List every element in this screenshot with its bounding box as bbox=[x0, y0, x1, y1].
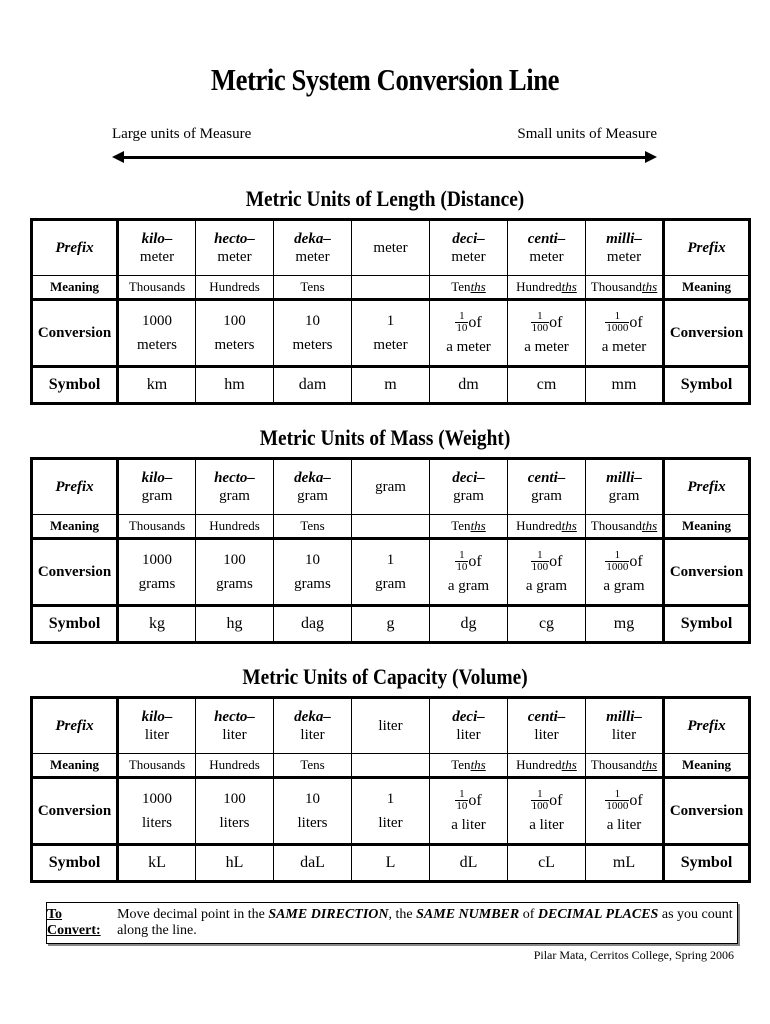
meaning-cell bbox=[508, 754, 586, 778]
symbol-cell: dag bbox=[274, 606, 352, 643]
fraction-cell bbox=[586, 778, 664, 845]
meaning-cell bbox=[586, 276, 664, 300]
prefix-name: centi– bbox=[527, 709, 566, 725]
symbol-cell: cg bbox=[508, 606, 586, 643]
meaning-word: Thousand bbox=[590, 518, 643, 534]
prefix-name: milli– bbox=[606, 709, 642, 725]
prefix-cell bbox=[274, 220, 352, 276]
meaning-label-right: Meaning bbox=[664, 515, 750, 539]
fraction-of: of bbox=[468, 313, 482, 331]
prefix-name: kilo– bbox=[141, 231, 173, 247]
meaning-cell bbox=[430, 515, 508, 539]
prefix-name: deka– bbox=[294, 470, 331, 486]
prefix-label: Prefix bbox=[32, 698, 118, 754]
fraction-numerator: 1 bbox=[531, 311, 550, 323]
fraction-cell bbox=[508, 539, 586, 606]
meaning-ths: ths bbox=[470, 518, 486, 534]
conversion-label-right: Conversion bbox=[664, 539, 750, 606]
fraction-line bbox=[586, 789, 662, 812]
meaning-cell bbox=[352, 515, 430, 539]
symbol-cell: L bbox=[352, 845, 430, 882]
meaning-word: Ten bbox=[451, 757, 471, 773]
meaning-ths: ths bbox=[642, 279, 658, 295]
conversion-value: 1 bbox=[386, 552, 395, 568]
conversion-unit: meters bbox=[214, 337, 255, 353]
fraction-line bbox=[430, 550, 507, 573]
symbol-cell: g bbox=[352, 606, 430, 643]
fraction-unit: a liter bbox=[451, 816, 486, 833]
fraction-of: of bbox=[629, 313, 643, 331]
prefix-unit: gram bbox=[453, 488, 484, 504]
conversion-label: Conversion bbox=[32, 778, 118, 845]
fraction-numerator: 1 bbox=[455, 789, 468, 801]
fraction-denominator: 10 bbox=[456, 560, 468, 573]
meaning-cell: Hundreds bbox=[196, 754, 274, 778]
fraction-cell bbox=[586, 300, 664, 367]
meaning-cell: Thousands bbox=[118, 754, 196, 778]
meaning-ths: ths bbox=[561, 279, 577, 295]
fraction-of: of bbox=[549, 313, 563, 331]
scale-left-label: Large units of Measure bbox=[112, 126, 252, 142]
prefix-name: deci– bbox=[452, 470, 485, 486]
prefix-row bbox=[32, 698, 750, 754]
conversion-cell bbox=[274, 778, 352, 845]
prefix-name: deka– bbox=[294, 231, 331, 247]
base-unit-cell: meter bbox=[352, 220, 430, 276]
fraction-numerator: 1 bbox=[455, 550, 468, 562]
conversion-unit: meters bbox=[292, 337, 333, 353]
meaning-cell bbox=[352, 276, 430, 300]
symbol-label: Symbol bbox=[32, 367, 118, 404]
fraction bbox=[531, 550, 550, 573]
prefix-unit: liter bbox=[534, 727, 559, 743]
symbol-label: Symbol bbox=[32, 606, 118, 643]
symbol-label-right: Symbol bbox=[664, 367, 750, 404]
fraction-unit: a meter bbox=[446, 338, 491, 355]
meaning-cell: Thousands bbox=[118, 515, 196, 539]
prefix-cell bbox=[508, 698, 586, 754]
prefix-unit: liter bbox=[222, 727, 247, 743]
fraction-line bbox=[586, 311, 662, 334]
fraction-cell bbox=[430, 539, 508, 606]
conversion-unit: grams bbox=[294, 576, 331, 592]
meaning-row bbox=[32, 276, 750, 300]
prefix-unit: meter bbox=[529, 249, 564, 265]
prefix-unit: liter bbox=[300, 727, 325, 743]
meaning-word: Thousand bbox=[590, 279, 643, 295]
fraction-denominator: 100 bbox=[531, 560, 549, 573]
fraction-of: of bbox=[468, 791, 482, 809]
prefix-cell bbox=[118, 220, 196, 276]
fraction-unit: a gram bbox=[525, 577, 568, 594]
base-unit-cell: liter bbox=[352, 698, 430, 754]
conversion-note bbox=[46, 902, 738, 944]
right-arrow-icon bbox=[645, 151, 657, 163]
symbol-cell: hL bbox=[196, 845, 274, 882]
prefix-unit: meter bbox=[451, 249, 486, 265]
conversion-value: 1000 bbox=[142, 552, 172, 568]
note-emphasis-places: DECIMAL PLACES bbox=[537, 907, 659, 922]
prefix-cell bbox=[430, 459, 508, 515]
symbol-cell: hg bbox=[196, 606, 274, 643]
prefix-cell bbox=[508, 220, 586, 276]
symbol-cell: mm bbox=[586, 367, 664, 404]
meaning-cell: Tens bbox=[274, 276, 352, 300]
section-title: Metric Units of Mass (Weight) bbox=[259, 425, 511, 450]
conversion-value: 1 bbox=[386, 313, 395, 329]
prefix-unit: gram bbox=[297, 488, 328, 504]
meaning-ths: ths bbox=[642, 757, 658, 773]
conversion-value: 1000 bbox=[142, 791, 172, 807]
prefix-name: deci– bbox=[452, 231, 485, 247]
prefix-unit: liter bbox=[144, 727, 170, 743]
fraction-line bbox=[508, 311, 585, 334]
prefix-cell bbox=[118, 459, 196, 515]
symbol-row bbox=[32, 367, 750, 404]
conversion-label-right: Conversion bbox=[664, 300, 750, 367]
meaning-word: Hundred bbox=[516, 279, 562, 295]
fraction-line bbox=[430, 789, 507, 812]
prefix-row bbox=[32, 220, 750, 276]
meaning-cell bbox=[508, 276, 586, 300]
fraction-numerator: 1 bbox=[455, 311, 468, 323]
meaning-cell: Tens bbox=[274, 754, 352, 778]
section-title: Metric Units of Capacity (Volume) bbox=[242, 664, 528, 689]
note-part1: Move decimal point in the bbox=[117, 907, 265, 922]
meaning-label: Meaning bbox=[32, 515, 118, 539]
symbol-cell: kg bbox=[118, 606, 196, 643]
fraction bbox=[605, 789, 629, 812]
conversion-row bbox=[32, 778, 750, 845]
fraction-unit: a meter bbox=[524, 338, 569, 355]
symbol-cell: km bbox=[118, 367, 196, 404]
fraction-of: of bbox=[549, 791, 563, 809]
prefix-name: centi– bbox=[527, 470, 566, 486]
fraction-numerator: 1 bbox=[531, 789, 550, 801]
meaning-cell: Hundreds bbox=[196, 276, 274, 300]
fraction-denominator: 10 bbox=[456, 321, 468, 334]
symbol-cell: kL bbox=[118, 845, 196, 882]
meaning-ths: ths bbox=[470, 279, 486, 295]
meaning-word: Ten bbox=[451, 518, 471, 534]
prefix-name: hecto– bbox=[214, 231, 255, 247]
meaning-label: Meaning bbox=[32, 754, 118, 778]
prefix-unit: gram bbox=[531, 488, 562, 504]
prefix-cell bbox=[118, 698, 196, 754]
meaning-row bbox=[32, 515, 750, 539]
fraction-of: of bbox=[549, 552, 563, 570]
meaning-cell bbox=[430, 276, 508, 300]
prefix-name: milli– bbox=[606, 231, 642, 247]
conversion-cell bbox=[196, 539, 274, 606]
prefix-cell bbox=[586, 459, 664, 515]
symbol-row bbox=[32, 845, 750, 882]
conversion-cell bbox=[274, 300, 352, 367]
meaning-cell: Thousands bbox=[118, 276, 196, 300]
meaning-ths: ths bbox=[642, 518, 658, 534]
prefix-name: deci– bbox=[452, 709, 485, 725]
conversion-cell bbox=[118, 778, 196, 845]
prefix-label: Prefix bbox=[32, 459, 118, 515]
conversion-unit: liters bbox=[219, 815, 250, 831]
conversion-label-right: Conversion bbox=[664, 778, 750, 845]
fraction-cell bbox=[586, 539, 664, 606]
fraction-line bbox=[508, 789, 585, 812]
fraction bbox=[531, 311, 550, 334]
prefix-cell bbox=[274, 459, 352, 515]
fraction bbox=[455, 311, 468, 334]
conversion-value: 10 bbox=[305, 791, 320, 807]
double-arrow-line bbox=[120, 156, 649, 159]
conversion-cell bbox=[352, 778, 430, 845]
conversion-unit: gram bbox=[375, 576, 406, 592]
conversion-cell bbox=[196, 778, 274, 845]
fraction bbox=[455, 550, 468, 573]
prefix-name: milli– bbox=[606, 470, 642, 486]
prefix-cell bbox=[430, 220, 508, 276]
conversion-table bbox=[30, 457, 751, 644]
base-unit-cell: gram bbox=[352, 459, 430, 515]
prefix-label-right: Prefix bbox=[664, 459, 750, 515]
symbol-cell: dL bbox=[430, 845, 508, 882]
prefix-unit: meter bbox=[217, 249, 252, 265]
fraction-cell bbox=[508, 778, 586, 845]
fraction-denominator: 100 bbox=[531, 799, 549, 812]
symbol-cell: cm bbox=[508, 367, 586, 404]
fraction-denominator: 1000 bbox=[606, 560, 629, 573]
fraction-unit: a liter bbox=[529, 816, 564, 833]
prefix-cell bbox=[196, 459, 274, 515]
note-part2: , the bbox=[388, 907, 413, 922]
symbol-cell: mL bbox=[586, 845, 664, 882]
fraction-numerator: 1 bbox=[605, 789, 629, 801]
fraction bbox=[605, 311, 629, 334]
prefix-unit: gram bbox=[608, 488, 640, 504]
prefix-cell bbox=[586, 698, 664, 754]
conversion-unit: liter bbox=[378, 815, 403, 831]
symbol-cell: dm bbox=[430, 367, 508, 404]
fraction-cell bbox=[508, 300, 586, 367]
note-label: To Convert: bbox=[47, 907, 101, 938]
conversion-value: 10 bbox=[305, 552, 320, 568]
fraction-line bbox=[586, 550, 662, 573]
meaning-ths: ths bbox=[470, 757, 486, 773]
conversion-cell bbox=[274, 539, 352, 606]
scale-right-label: Small units of Measure bbox=[517, 126, 657, 142]
conversion-unit: grams bbox=[216, 576, 253, 592]
conversion-value: 1000 bbox=[142, 313, 172, 329]
symbol-cell: hm bbox=[196, 367, 274, 404]
prefix-unit: meter bbox=[295, 249, 330, 265]
fraction-unit: a gram bbox=[603, 577, 645, 594]
fraction-denominator: 1000 bbox=[606, 799, 629, 812]
prefix-cell bbox=[274, 698, 352, 754]
prefix-name: kilo– bbox=[141, 709, 173, 725]
section-title: Metric Units of Length (Distance) bbox=[245, 186, 525, 211]
prefix-name: hecto– bbox=[214, 470, 255, 486]
conversion-table bbox=[30, 696, 751, 883]
meaning-cell: Tens bbox=[274, 515, 352, 539]
meaning-cell bbox=[586, 754, 664, 778]
prefix-label: Prefix bbox=[32, 220, 118, 276]
meaning-cell bbox=[352, 754, 430, 778]
measure-scale bbox=[112, 126, 657, 166]
prefix-label-right: Prefix bbox=[664, 220, 750, 276]
fraction-numerator: 1 bbox=[605, 311, 629, 323]
fraction-denominator: 1000 bbox=[606, 321, 629, 334]
symbol-cell: cL bbox=[508, 845, 586, 882]
symbol-cell: daL bbox=[274, 845, 352, 882]
fraction-cell bbox=[430, 778, 508, 845]
prefix-cell bbox=[586, 220, 664, 276]
conversion-row bbox=[32, 300, 750, 367]
meaning-cell bbox=[586, 515, 664, 539]
conversion-value: 100 bbox=[223, 313, 246, 329]
meaning-word: Ten bbox=[451, 279, 471, 295]
conversion-table bbox=[30, 218, 751, 405]
conversion-label: Conversion bbox=[32, 300, 118, 367]
page-title: Metric System Conversion Line bbox=[210, 62, 560, 97]
meaning-label: Meaning bbox=[32, 276, 118, 300]
conversion-unit: meters bbox=[137, 337, 177, 353]
prefix-name: hecto– bbox=[214, 709, 255, 725]
conversion-cell bbox=[196, 300, 274, 367]
prefix-unit: liter bbox=[611, 727, 637, 743]
symbol-label: Symbol bbox=[32, 845, 118, 882]
fraction-unit: a meter bbox=[601, 338, 647, 355]
note-part3: of bbox=[522, 907, 535, 922]
prefix-cell bbox=[196, 220, 274, 276]
meaning-ths: ths bbox=[561, 757, 577, 773]
fraction-numerator: 1 bbox=[531, 550, 550, 562]
fraction bbox=[455, 789, 468, 812]
meaning-word: Thousand bbox=[590, 757, 643, 773]
fraction-line bbox=[430, 311, 507, 334]
prefix-unit: liter bbox=[456, 727, 481, 743]
conversion-value: 10 bbox=[305, 313, 320, 329]
fraction bbox=[605, 550, 629, 573]
fraction-cell bbox=[430, 300, 508, 367]
fraction-unit: a liter bbox=[606, 816, 642, 833]
conversion-cell bbox=[118, 539, 196, 606]
meaning-cell bbox=[430, 754, 508, 778]
conversion-cell bbox=[118, 300, 196, 367]
fraction-unit: a gram bbox=[447, 577, 490, 594]
prefix-name: deka– bbox=[294, 709, 331, 725]
meaning-cell: Hundreds bbox=[196, 515, 274, 539]
prefix-unit: meter bbox=[139, 249, 175, 265]
fraction-of: of bbox=[629, 791, 643, 809]
symbol-cell: dg bbox=[430, 606, 508, 643]
fraction bbox=[531, 789, 550, 812]
author-credit: Pilar Mata, Cerritos College, Spring 2006 bbox=[533, 948, 734, 962]
note-emphasis-direction: SAME DIRECTION bbox=[268, 907, 389, 922]
conversion-unit: liters bbox=[142, 815, 172, 831]
conversion-value: 100 bbox=[223, 552, 246, 568]
symbol-cell: mg bbox=[586, 606, 664, 643]
conversion-value: 100 bbox=[223, 791, 246, 807]
prefix-cell bbox=[196, 698, 274, 754]
meaning-label-right: Meaning bbox=[664, 276, 750, 300]
fraction-denominator: 10 bbox=[456, 799, 468, 812]
meaning-row bbox=[32, 754, 750, 778]
conversion-unit: grams bbox=[138, 576, 176, 592]
meaning-word: Hundred bbox=[516, 757, 562, 773]
meaning-label-right: Meaning bbox=[664, 754, 750, 778]
symbol-label-right: Symbol bbox=[664, 845, 750, 882]
note-emphasis-number: SAME NUMBER bbox=[416, 907, 520, 922]
symbol-cell: dam bbox=[274, 367, 352, 404]
conversion-row bbox=[32, 539, 750, 606]
prefix-unit: meter bbox=[606, 249, 642, 265]
fraction-of: of bbox=[468, 552, 482, 570]
prefix-cell bbox=[508, 459, 586, 515]
conversion-unit: liters bbox=[297, 815, 328, 831]
fraction-numerator: 1 bbox=[605, 550, 629, 562]
prefix-label-right: Prefix bbox=[664, 698, 750, 754]
prefix-unit: gram bbox=[141, 488, 173, 504]
conversion-cell bbox=[352, 300, 430, 367]
prefix-cell bbox=[430, 698, 508, 754]
prefix-unit: gram bbox=[219, 488, 250, 504]
conversion-unit: meter bbox=[373, 337, 408, 353]
note-text bbox=[117, 907, 737, 939]
note-part4: as you count along the line. bbox=[117, 907, 733, 938]
prefix-name: kilo– bbox=[141, 470, 173, 486]
conversion-value: 1 bbox=[386, 791, 395, 807]
fraction-denominator: 100 bbox=[531, 321, 549, 334]
symbol-row bbox=[32, 606, 750, 643]
fraction-line bbox=[508, 550, 585, 573]
meaning-word: Hundred bbox=[516, 518, 562, 534]
meaning-ths: ths bbox=[561, 518, 577, 534]
conversion-cell bbox=[352, 539, 430, 606]
symbol-cell: m bbox=[352, 367, 430, 404]
symbol-label-right: Symbol bbox=[664, 606, 750, 643]
fraction-of: of bbox=[629, 552, 643, 570]
conversion-label: Conversion bbox=[32, 539, 118, 606]
prefix-row bbox=[32, 459, 750, 515]
prefix-name: centi– bbox=[527, 231, 566, 247]
meaning-cell bbox=[508, 515, 586, 539]
